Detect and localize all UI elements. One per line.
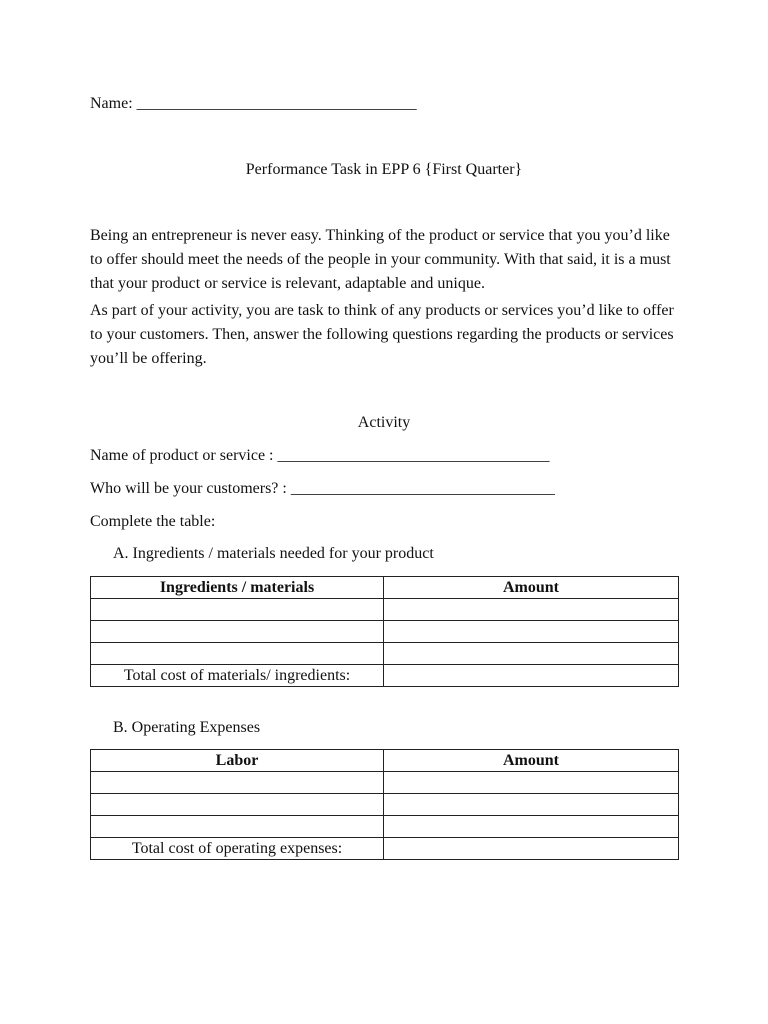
amount-cell[interactable] <box>384 816 679 838</box>
amount-cell[interactable] <box>384 621 679 643</box>
complete-table-instruction: Complete the table: <box>90 513 216 530</box>
column-header-labor: Labor <box>91 750 384 772</box>
labor-cell[interactable] <box>91 772 384 794</box>
table-row <box>91 643 679 665</box>
amount-cell[interactable] <box>384 599 679 621</box>
table-header-row <box>91 750 679 772</box>
section-b-label: B. Operating Expenses <box>113 719 261 736</box>
page-title: Performance Task in EPP 6 {First Quarter} <box>245 161 523 178</box>
total-cost-label: Total cost of materials/ ingredients: <box>91 665 384 687</box>
ingredient-cell[interactable] <box>91 621 384 643</box>
labor-cell[interactable] <box>91 816 384 838</box>
total-cost-label: Total cost of operating expenses: <box>91 838 384 860</box>
name-field-line: Name: ___________________________________ <box>90 95 417 112</box>
intro-paragraph-1: Being an entrepreneur is never easy. Thinking of the product or service that you you’d like to offer should meet the needs of the people in your community. With that said, it is a must that your product or service is relevant, adaptable and unique. <box>90 227 671 292</box>
amount-cell[interactable] <box>384 772 679 794</box>
table-header-row <box>91 577 679 599</box>
table-row <box>91 794 679 816</box>
ingredients-table <box>90 576 679 687</box>
amount-cell[interactable] <box>384 794 679 816</box>
total-row <box>91 665 679 687</box>
operating-expenses-table <box>90 749 679 860</box>
activity-heading: Activity <box>357 414 411 431</box>
amount-cell[interactable] <box>384 643 679 665</box>
labor-cell[interactable] <box>91 794 384 816</box>
column-header-amount: Amount <box>384 750 679 772</box>
table-row <box>91 621 679 643</box>
total-cost-value[interactable] <box>384 838 679 860</box>
ingredient-cell[interactable] <box>91 599 384 621</box>
table-row <box>91 816 679 838</box>
total-row <box>91 838 679 860</box>
section-a-label: A. Ingredients / materials needed for your product <box>113 545 434 562</box>
table-row <box>91 772 679 794</box>
customers-line: Who will be your customers? : _________________________________ <box>90 480 555 497</box>
product-name-line: Name of product or service : __________________________________ <box>90 447 550 464</box>
column-header-ingredients: Ingredients / materials <box>91 577 384 599</box>
ingredient-cell[interactable] <box>91 643 384 665</box>
column-header-amount: Amount <box>384 577 679 599</box>
table-row <box>91 599 679 621</box>
total-cost-value[interactable] <box>384 665 679 687</box>
intro-paragraph-2: As part of your activity, you are task to think of any products or services you’d like to offer to your customers. Then, answer the following questions regarding the products or services you’ll be offering. <box>90 302 674 367</box>
